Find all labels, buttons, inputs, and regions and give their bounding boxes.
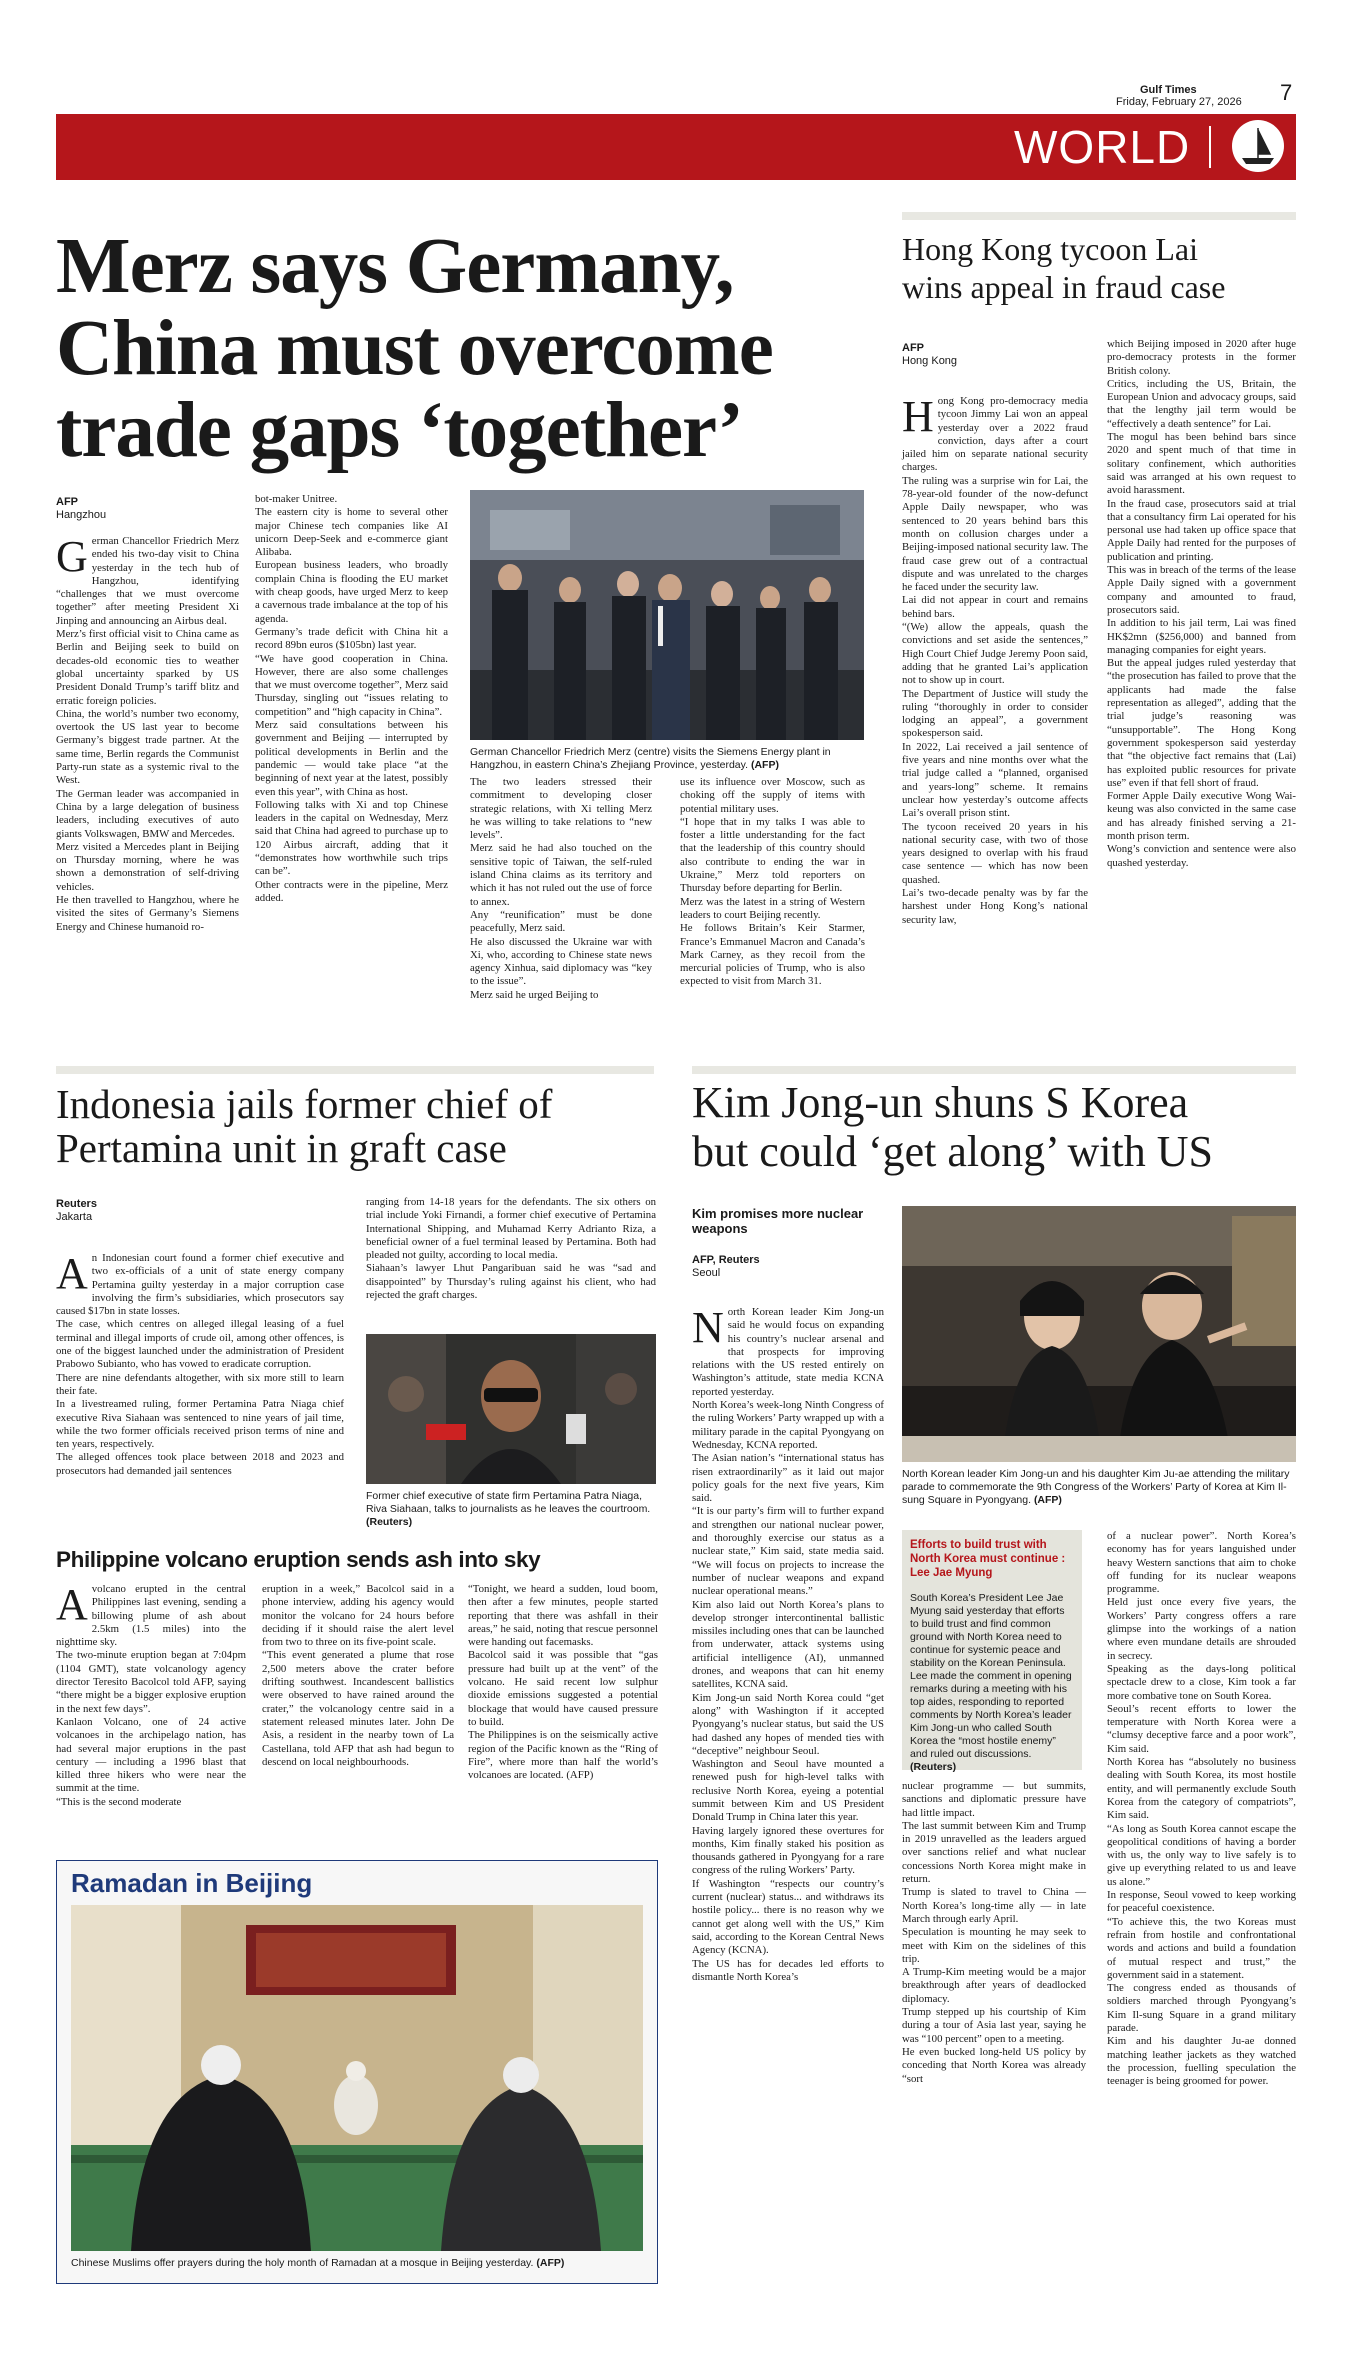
kim-paragraph: “It is our party’s firm will to further expand and strengthen our national nuclear power, and thoroughly exercise our status as a nuclear state,” Kim said, state media said. “We will focus on projects to increase the number of nuclear weapons and expand nuclear operational means.” — [692, 1505, 884, 1598]
kim-headline-line: but could ‘get along’ with US — [692, 1127, 1213, 1176]
lai-byline-location: Hong Kong — [902, 355, 958, 367]
kim-paragraph: North Korea has “absolutely no business dealing with South Korea, its most hostile entity, and will permanently exclude South Korea from the category of compatriots”, Kim said. — [1107, 1756, 1296, 1822]
merz-headline — [56, 223, 896, 474]
lai-paragraph: Lai did not appear in court and remains behind bars. — [902, 594, 1088, 620]
kim-paragraph: Having largely ignored these overtures for months, Kim finally staked his position as thousands gathered in Pyongyang for a rare congress of the ruling Workers’ Party. — [692, 1824, 884, 1877]
merz-paragraph: bot-maker Unitree. — [255, 493, 338, 505]
indonesia-paragraph: In a livestreamed ruling, former Pertamina Patra Niaga chief executive Riva Siahaan was sentenced to nine years of jail time, while the two former officials received prison terms of nine and ten years, respectively. — [56, 1398, 344, 1451]
section-banner — [56, 114, 1296, 180]
volcano-paragraph: The two-minute eruption began at 7:04pm (1104 GMT), state volcanology agency director Teresito Bacolcol told AFP, saying “there might be a bigger explosive eruption in the next few days”. — [56, 1649, 246, 1715]
merz-paragraph: Merz’s first official visit to China came as Berlin and Beijing seek to build on decades-old economic ties to weather global uncertainty sparked by US President Donald Trump’s tariff blitz and erratic foreign policies. — [56, 628, 239, 707]
kim-photo-caption — [902, 1468, 1296, 1507]
section-divider — [1209, 126, 1211, 168]
merz-photo-caption — [470, 746, 864, 772]
merz-paragraph: use its influence over Moscow, such as choking off the supply of items with potential military uses. — [680, 776, 865, 815]
lai-paragraph: Former Apple Daily executive Wong Wai-keung was also convicted in the same case and has already finished serving a 21-month prison term. — [1107, 790, 1296, 842]
kim-paragraph: Kim also laid out North Korea’s plans to develop stronger intercontinental ballistic missiles including ones that can be launched from underwater, attack systems using artificial intelligence (AI), unmanned drones, and weapons that can hit enemy satellites, KCNA said. — [692, 1598, 884, 1691]
kim-paragraph: “As long as South Korea cannot escape the geopolitical conditions of having a border with us, the only way to live safely is to give up everything related to us and leave us alone.” — [1107, 1822, 1296, 1888]
merz-col-3 — [470, 776, 652, 1001]
indonesia-col-1 — [56, 1249, 344, 1538]
lai-paragraph: But the appeal judges ruled yesterday that “the prosecution has failed to prove that the applicants had made the false representation as alleged”, adding that the trial judge’s reasoning was “unsupportable”. The Hong Kong government spokesperson said yesterday that “the objective fact remains that (Lai) has exploited public resources for private use” even if that fell short of fraud. — [1107, 657, 1296, 789]
lai-dropcap: H — [902, 392, 934, 441]
volcano-paragraph: volcano erupted in the central Philippines last evening, sending a billowing plume of ash about 2.5km (1.5 miles) into the nighttime sky. — [56, 1583, 246, 1649]
lai-paragraph: Critics, including the US, Britain, the European Union and advocacy groups, said that the lengthy jail term would be “effectively a death sentence” for Lai. — [1107, 377, 1296, 430]
kim-paragraph: The US has for decades led efforts to dismantle North Korea’s — [692, 1957, 884, 1983]
kim-paragraph: North Korea’s week-long Ninth Congress of the ruling Workers’ Party wrapped up with a military parade in the capital Pyongyang on Wednesday, KCNA reported. — [692, 1399, 884, 1451]
kim-top-rule — [692, 1066, 1296, 1074]
kim-photo — [902, 1206, 1296, 1462]
merz-caption-credit: (AFP) — [750, 759, 779, 771]
indonesia-paragraph: The case, which centres on alleged illegal leasing of a fuel terminal and illegal imports of crude oil, among other offences, is one of the biggest launched under the administration of President Prabowo Subianto, who has vowed to eradicate corruption. — [56, 1318, 344, 1371]
ramadan-caption-text: Chinese Muslims offer prayers during the holy month of Ramadan at a mosque in Beijing yesterday. — [71, 2257, 534, 2269]
lai-paragraph: Lai’s two-decade penalty was by far the harshest under Hong Kong’s national security law, — [902, 886, 1088, 926]
kim-paragraph: If Washington “respects our country’s current (nuclear) status... and withdraws its hostile policy... there is no reason why we cannot get along well with the US,” Kim said, according to the Korean Central News Agency (KCNA). — [692, 1877, 884, 1957]
merz-byline-location: Hangzhou — [56, 509, 107, 521]
volcano-paragraph: Kanlaon Volcano, one of 24 active volcanoes in the archipelago nation, has had several major eruptions in the past century — including a 1996 blast that killed three hikers who were near the summit at the time. — [56, 1715, 246, 1795]
kim-paragraph: The last summit between Kim and Trump in 2019 unravelled as the leaders argued over sanctions relief and what nuclear concessions North Korea might make in return. — [902, 1819, 1086, 1886]
merz-col-2 — [255, 493, 448, 955]
merz-paragraph: Merz was the latest in a string of Western leaders to court Beijing recently. — [680, 895, 865, 921]
volcano-paragraph: Bacolcol said it was possible that “gas pressure had built up at the vent” of the volcano. He said recent low sulphur dioxide emissions suggested a potential blockage that would have caused pressure to build. — [468, 1649, 658, 1728]
merz-caption-text: German Chancellor Friedrich Merz (centre) visits the Siemens Energy plant in Hangzhou, in eastern China’s Zhejiang Province, yesterday. — [470, 746, 831, 771]
ramadan-photo — [71, 1905, 643, 2251]
kim-paragraph: A Trump-Kim meeting would be a major breakthrough after years of deadlocked diplomacy. — [902, 1966, 1086, 2005]
indonesia-paragraph: ranging from 14-18 years for the defendants. The six others on trial include Yoki Firnandi, a former chief executive of Pertamina International Shipping, and Muhamad Kerry Adrianto Riza, a beneficial owner of a fuel terminal leased by Pertamina. Both had pleaded not guilty, according to local media. — [366, 1196, 656, 1262]
section-title: WORLD — [1014, 121, 1191, 173]
kim-paragraph: Trump stepped up his courtship of Kim during a tour of Asia last year, saying he was “100 percent” open to a meeting. — [902, 2006, 1086, 2045]
kim-col-1 — [692, 1303, 884, 2354]
merz-col-4 — [680, 776, 865, 988]
volcano-col-2 — [262, 1583, 454, 1843]
lai-paragraph: “(We) allow the appeals, quash the convictions and set aside the sentences,” High Court Chief Judge Jeremy Poon said, adding that he granted Lai’s application not to show up in court. — [902, 621, 1088, 687]
kim-paragraph: “To achieve this, the two Koreas must refrain from hostile and confrontational words and actions and build a foundation of mutual respect and trust,” the government said in a statement. — [1107, 1915, 1296, 1981]
lai-paragraph: The ruling was a surprise win for Lai, the 78-year-old founder of the now-defunct Apple Daily newspaper, who was sentenced to 20 years behind bars this month on collusion charges under a Beijing-imposed national security law. The fraud case grew out of a contractual dispute and was unrelated to the charges he faced under the security law. — [902, 474, 1088, 594]
indonesia-byline-location: Jakarta — [56, 1211, 93, 1223]
merz-paragraph: Other contracts were in the pipeline, Merz added. — [255, 878, 448, 904]
indonesia-headline-line: Indonesia jails former chief of — [56, 1081, 553, 1127]
lai-headline-line: Hong Kong tycoon Lai — [902, 231, 1198, 267]
indonesia-paragraph: n Indonesian court found a former chief executive and two ex-officials of a unit of state energy company Pertamina guilty yesterday in a major corruption case involving the firm’s subsidiaries, which prosecutors say caused $17bn in state losses. — [56, 1252, 344, 1318]
merz-paragraph: “I hope that in my talks I was able to foster a little understanding for the fact that the leadership of this country should also contribute to ending the war in Ukraine,” Merz told reporters on Thursday before departing for Berlin. — [680, 815, 865, 895]
lee-box-credit: (Reuters) — [910, 1761, 957, 1773]
indonesia-paragraph: The alleged offences took place between 2018 and 2023 and prosecutors had demanded jail sentences — [56, 1451, 344, 1477]
indonesia-headline — [56, 1082, 656, 1170]
kim-paragraph: The Asian nation’s “international status has risen extraordinarily” as it laid out major policy goals for the next five years, Kim said. — [692, 1452, 884, 1505]
lai-paragraph: This was in breach of the terms of the lease Apple Daily signed with a government company and amounted to fraud, prosecutors said. — [1107, 564, 1296, 616]
merz-paragraph: European business leaders, who broadly complain China is flooding the EU market with cheap goods, have urged Merz to keep a cavernous trade imbalance at the top of his agenda. — [255, 559, 448, 625]
merz-paragraph: Merz said consultations between his government and Beijing — interrupted by political developments in Berlin and the pandemic — would take place “at the beginning of next year at the latest, possibly even this year”, with China as host. — [255, 719, 448, 798]
kim-paragraph: orth Korean leader Kim Jong-un said he would focus on expanding his country’s nuclear arsenal and that prospects for improving relations with the US rested entirely on Washington’s attitude, state media KCNA reported yesterday. — [692, 1306, 884, 1398]
merz-paragraph: Germany’s trade deficit with China hit a record 89bn euros ($105bn) last year. — [255, 625, 448, 652]
kim-paragraph: Seoul’s recent efforts to lower the temperature with North Korea were a “clumsy deceptive farce and a poor work”, Kim said. — [1107, 1702, 1296, 1755]
ramadan-box — [56, 1860, 658, 2284]
ramadan-caption — [71, 2257, 643, 2270]
lai-byline-source: AFP — [902, 342, 924, 354]
indonesia-photo-caption — [366, 1490, 656, 1529]
lai-paragraph: In addition to his jail term, Lai was fined HK$2mn ($256,000) and banned from managing companies for eight years. — [1107, 617, 1296, 656]
kim-dropcap: N — [692, 1303, 724, 1352]
kim-paragraph: Kim Jong-un said North Korea could “get along” with Washington if it accepted Pyongyang’s nuclear status, but said the US had dashed any hopes of mended ties with “deceptive” neighbour Seoul. — [692, 1691, 884, 1757]
merz-paragraph: He then travelled to Hangzhou, where he visited the sites of Germany’s Siemens Energy and Chinese humanoid ro- — [56, 894, 239, 933]
kim-paragraph: Held just once every five years, the Workers’ Party congress offers a rare glimpse into the workings of a nation where even mundane details are shrouded in secrecy. — [1107, 1596, 1296, 1662]
lee-box-text — [910, 1670, 1074, 1774]
indonesia-top-rule — [56, 1066, 654, 1074]
merz-paragraph: Any “reunification” must be done peacefully, Merz said. — [470, 908, 652, 935]
dhow-boat-icon — [1230, 118, 1286, 174]
kim-paragraph: He even bucked long-held US policy by conceding that North Korea was already “sort — [902, 2045, 1086, 2085]
merz-paragraph: erman Chancellor Friedrich Merz ended his two-day visit to China yesterday in the tech hub of Hangzhou, identifying “challenges that we must overcome together” after meeting President Xi Jinping and announcing an Airbus deal. — [56, 535, 239, 627]
volcano-paragraph: eruption in a week,” Bacolcol said in a phone interview, adding his agency would monitor the volcano for 24 hours before deciding if it should raise the alert level from two to three on its five-point scale. — [262, 1583, 454, 1649]
merz-headline-line: trade gaps ‘together’ — [56, 387, 743, 474]
merz-paragraph: Merz visited a Mercedes plant in Beijing on Thursday morning, where he was shown a demonstration of self-driving vehicles. — [56, 840, 239, 893]
volcano-paragraph: “Tonight, we heard a sudden, loud boom, then after a few minutes, people started reporting that there was ashfall in their areas,” he said, noting that rescue personnel were handing out facemasks. — [468, 1583, 658, 1649]
merz-headline-line: China must overcome — [56, 305, 773, 392]
merz-byline-source: AFP — [56, 496, 78, 508]
kim-paragraph: Speculation is mounting he may seek to meet with Kim on the sidelines of this trip. — [902, 1926, 1086, 1965]
masthead-paper-name: Gulf Times — [1140, 84, 1197, 96]
merz-headline-line: Merz says Germany, — [56, 223, 734, 310]
merz-paragraph: Following talks with Xi and top Chinese leaders in the capital on Wednesday, Merz said that China had agreed to purchase up to 120 Airbus aircraft, adding that it “demonstrates how worthwhile such trips can be”. — [255, 798, 448, 878]
volcano-headline: Philippine volcano eruption sends ash into sky — [56, 1547, 541, 1572]
indonesia-headline-line: Pertamina unit in graft case — [56, 1125, 507, 1171]
kim-headline-line: Kim Jong-un shuns S Korea — [692, 1078, 1189, 1127]
merz-paragraph: He also discussed the Ukraine war with Xi, who, according to Chinese state news agency Xinhua, said diplomacy was “key to the issue”. — [470, 935, 652, 988]
masthead-date: Friday, February 27, 2026 — [1116, 96, 1242, 108]
merz-paragraph: The two leaders stressed their commitment to developing closer strategic relations, with Xi telling Merz he was willing to take relations to “new levels”. — [470, 776, 652, 842]
indonesia-caption-credit: (Reuters) — [366, 1516, 413, 1528]
kim-paragraph: of a nuclear power”. North Korea’s economy has for years languished under heavy Western sanctions that aim to choke off funding for its nuclear weapons programme. — [1107, 1530, 1296, 1596]
indonesia-photo — [366, 1334, 656, 1484]
kim-caption-credit: (AFP) — [1033, 1494, 1062, 1506]
lee-box-text: South Korea’s President Lee Jae Myung said yesterday that efforts to build trust and find common ground with North Korea need to continue for systemic peace and stability on the Korean Peninsula. — [910, 1592, 1066, 1669]
lai-paragraph: Wong’s conviction and sentence were also quashed yesterday. — [1107, 843, 1296, 869]
kim-subhead: Kim promises more nuclear weapons — [692, 1206, 864, 1236]
lai-top-rule — [902, 212, 1296, 220]
lai-col-1 — [902, 392, 1088, 957]
indonesia-dropcap: A — [56, 1249, 88, 1298]
merz-paragraph: Merz said he had also touched on the sensitive topic of Taiwan, the self-ruled island China claims as its territory and which it has not ruled out the use of force to annex. — [470, 842, 652, 908]
indonesia-caption-text: Former chief executive of state firm Pertamina Patra Niaga, Riva Siahaan, talks to journalists as he leaves the courtroom. — [366, 1490, 651, 1515]
lai-paragraph: In the fraud case, prosecutors said at trial that a consultancy firm Lai operated for his personal use had taken up office space that Apple Daily had rented for the purposes of publication and printing. — [1107, 497, 1296, 563]
kim-byline-source: AFP, Reuters — [692, 1254, 760, 1266]
merz-paragraph: The eastern city is home to several other major Chinese tech companies like AI unicorn Deep-Seek and e-commerce giant Alibaba. — [255, 506, 448, 559]
lai-paragraph: The tycoon received 20 years in his national security case, with two of those years designed to overlap with his fraud case sentence — which has now been quashed. — [902, 820, 1088, 886]
merz-paragraph: The German leader was accompanied in China by a large delegation of business leaders, including executives of auto giants Volkswagen, BMW and Mercedes. — [56, 787, 239, 840]
merz-col-1 — [56, 532, 239, 955]
volcano-col-3 — [468, 1583, 658, 1843]
kim-byline-location: Seoul — [692, 1267, 721, 1279]
lai-headline-line: wins appeal in fraud case — [902, 269, 1226, 305]
lai-paragraph: ong Kong pro-democracy media tycoon Jimmy Lai won an appeal yesterday over a 2022 fraud conviction, days after a court jailed him on separate national security charges. — [902, 395, 1088, 474]
lai-paragraph: The mogul has been behind bars since 2020 and spent much of that time in solitary confinement, which authorities said was arranged at his own request to avoid harassment. — [1107, 431, 1296, 497]
indonesia-byline-source: Reuters — [56, 1198, 97, 1210]
volcano-paragraph: “This is the second moderate — [56, 1795, 182, 1808]
kim-caption-text: North Korean leader Kim Jong-un and his daughter Kim Ju-ae attending the military parade to commemorate the 9th Congress of the Workers’ Party of Korea at Kim Il-sung Square in Pyongyang. — [902, 1468, 1290, 1506]
kim-col-2 — [902, 1780, 1086, 2354]
indonesia-paragraph: Siahaan’s lawyer Lhut Pangaribuan said he was “sad and disappointed” by Thursday’s ruling against his client, who had rejected the graft charges. — [366, 1262, 656, 1302]
lai-paragraph: In 2022, Lai received a jail sentence of five years and nine months over what the trial judge called a “planned, organised and years-long” scheme. It remains unclear how yesterday’s outcome affects Lai’s overall prison stint. — [902, 740, 1088, 820]
indonesia-paragraph: There are nine defendants altogether, with six more still to learn their fate. — [56, 1371, 344, 1397]
lai-col-2 — [1107, 338, 1296, 957]
kim-paragraph: The congress ended as thousands of soldiers marched through Pyongyang’s Kim Il-sung Square in a grand military parade. — [1107, 1982, 1296, 2034]
kim-paragraph: Washington and Seoul have mounted a renewed push for high-level talks with reclusive North Korea, eyeing a potential summit between Kim and US President Donald Trump in China later this year. — [692, 1758, 884, 1824]
indonesia-col-2 — [366, 1196, 656, 1331]
kim-paragraph: Speaking as the days-long political spectacle drew to a close, Kim took a far more combative tone on South Korea. — [1107, 1662, 1296, 1702]
merz-paragraph: Merz said he urged Beijing to — [470, 988, 599, 1001]
merz-paragraph: China, the world’s number two economy, overtook the US last year to become Germany’s biggest trade partner. At the same time, Berlin regards the Communist Party-run state as a systemic rival to the West. — [56, 707, 239, 787]
kim-col-3 — [1107, 1530, 1296, 2354]
kim-headline — [692, 1078, 1296, 1176]
lai-paragraph: which Beijing imposed in 2020 after huge pro-democracy protests in the former British colony. — [1107, 338, 1296, 377]
lee-box-text-2: Lee made the comment in opening remarks during a meeting with his top aides, responding to reported comments by North Korea’s leader Kim Jong-un who called South Korea the “most hostile enemy” and ruled out discussions. — [910, 1670, 1072, 1760]
lee-sidebar-box — [902, 1530, 1082, 1773]
ramadan-title: Ramadan in Beijing — [71, 1868, 313, 1898]
volcano-paragraph: The Philippines is on the seismically active region of the Pacific known as the “Ring of Fire”, where more than half the world’s volcanoes are located. (AFP) — [468, 1729, 658, 1782]
lai-paragraph: The Department of Justice will study the ruling “thoroughly in order to consider lodging an appeal”, a government spokesperson said. — [902, 687, 1088, 740]
lai-headline — [902, 230, 1296, 306]
kim-paragraph: Trump is slated to travel to China — North Korea’s long-time ally — in late March through early April. — [902, 1886, 1086, 1925]
volcano-col-1 — [56, 1580, 246, 1843]
merz-photo — [470, 490, 864, 740]
kim-paragraph: nuclear programme — but summits, sanctions and diplomatic pressure have had little impact. — [902, 1780, 1086, 1819]
ramadan-caption-credit: (AFP) — [536, 2257, 565, 2269]
merz-paragraph: “We have good cooperation in China. However, there are also some challenges that we must overcome together”, Merz said Thursday, singling out “issues relating to competition” and “high capacity in China”. — [255, 652, 448, 718]
kim-paragraph: Kim and his daughter Ju-ae donned matching leather jackets as they watched the procession, fuelling speculation the teenager is being groomed for power. — [1107, 2035, 1296, 2088]
lee-box-body — [910, 1592, 1074, 1774]
lee-box-title: Efforts to build trust with North Korea must continue : Lee Jae Myung — [910, 1539, 1066, 1579]
merz-dropcap: G — [56, 532, 88, 581]
kim-paragraph: In response, Seoul vowed to keep working for peaceful coexistence. — [1107, 1889, 1296, 1915]
merz-paragraph: He follows Britain’s Keir Starmer, France’s Emmanuel Macron and Canada’s Mark Carney, as they recoil from the mercurial policies of Trump, who is also expected to visit from March 31. — [680, 922, 865, 988]
volcano-paragraph: “This event generated a plume that rose 2,500 meters above the crater before drifting southwest. Incandescent ballistics were observed to have rained around the crater,” the volcanology centre said in a statement released minutes later. John De Asis, a resident in the nearby town of La Castellana, told AFP that ash had begun to descend on local neighbourhoods. — [262, 1649, 454, 1768]
page-number: 7 — [1280, 80, 1293, 105]
volcano-dropcap: A — [56, 1580, 88, 1629]
